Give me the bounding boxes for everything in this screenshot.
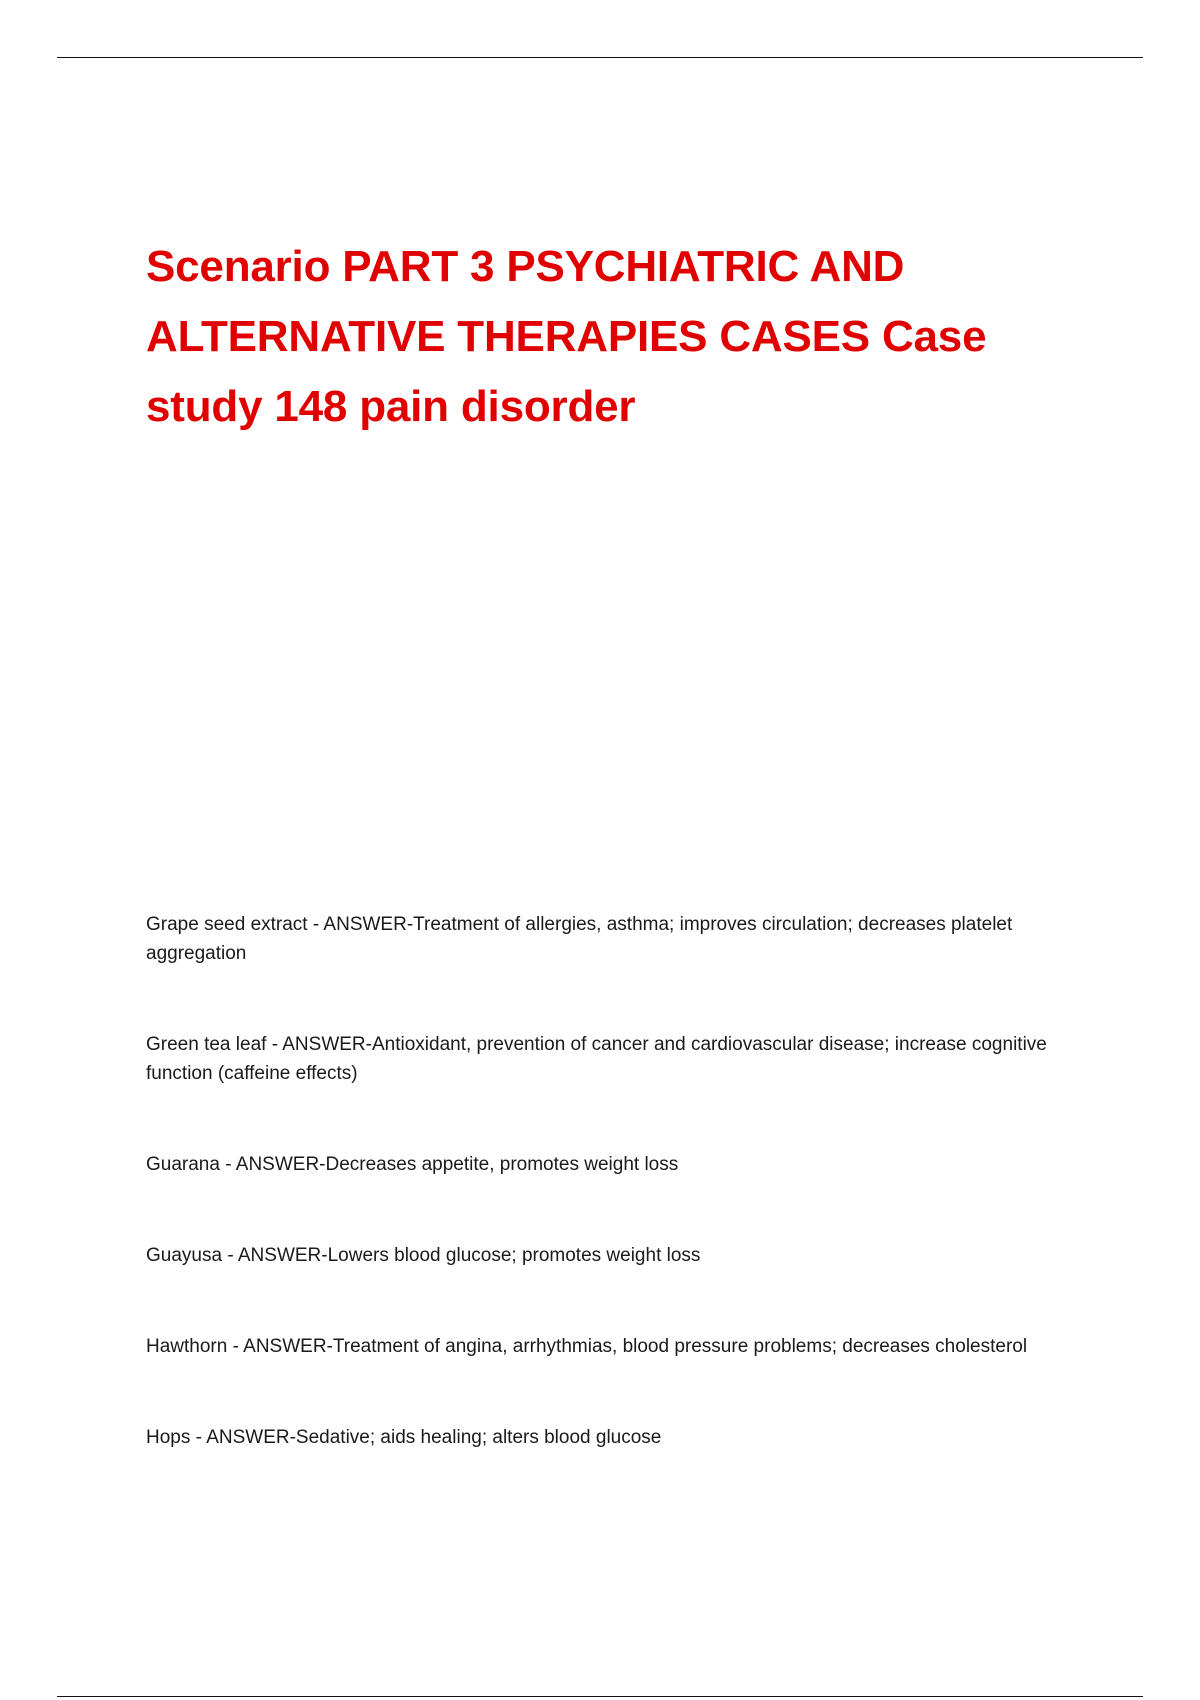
list-item-hawthorn: Hawthorn - ANSWER-Treatment of angina, arrhythmias, blood pressure problems; decreases cholesterol	[146, 1336, 1028, 1357]
list-item-guayusa: Guayusa - ANSWER-Lowers blood glucose; promotes weight loss	[146, 1245, 701, 1266]
list-item-grape-seed-extract: Grape seed extract - ANSWER-Treatment of allergies, asthma; improves circulation; decreases platelet aggregation	[146, 914, 1013, 964]
answer-list	[146, 910, 1086, 1452]
bottom-rule	[57, 1696, 1143, 1697]
list-item-hops: Hops - ANSWER-Sedative; aids healing; alters blood glucose	[146, 1427, 662, 1448]
list-item-green-tea-leaf: Green tea leaf - ANSWER-Antioxidant, prevention of cancer and cardiovascular disease; increase cognitive function (caffeine effects)	[146, 1034, 1047, 1084]
document-title: Scenario PART 3 PSYCHIATRIC AND ALTERNATIVE THERAPIES CASES Case study 148 pain disorder	[146, 242, 987, 431]
top-rule	[57, 57, 1143, 58]
list-item-guarana: Guarana - ANSWER-Decreases appetite, promotes weight loss	[146, 1154, 679, 1175]
